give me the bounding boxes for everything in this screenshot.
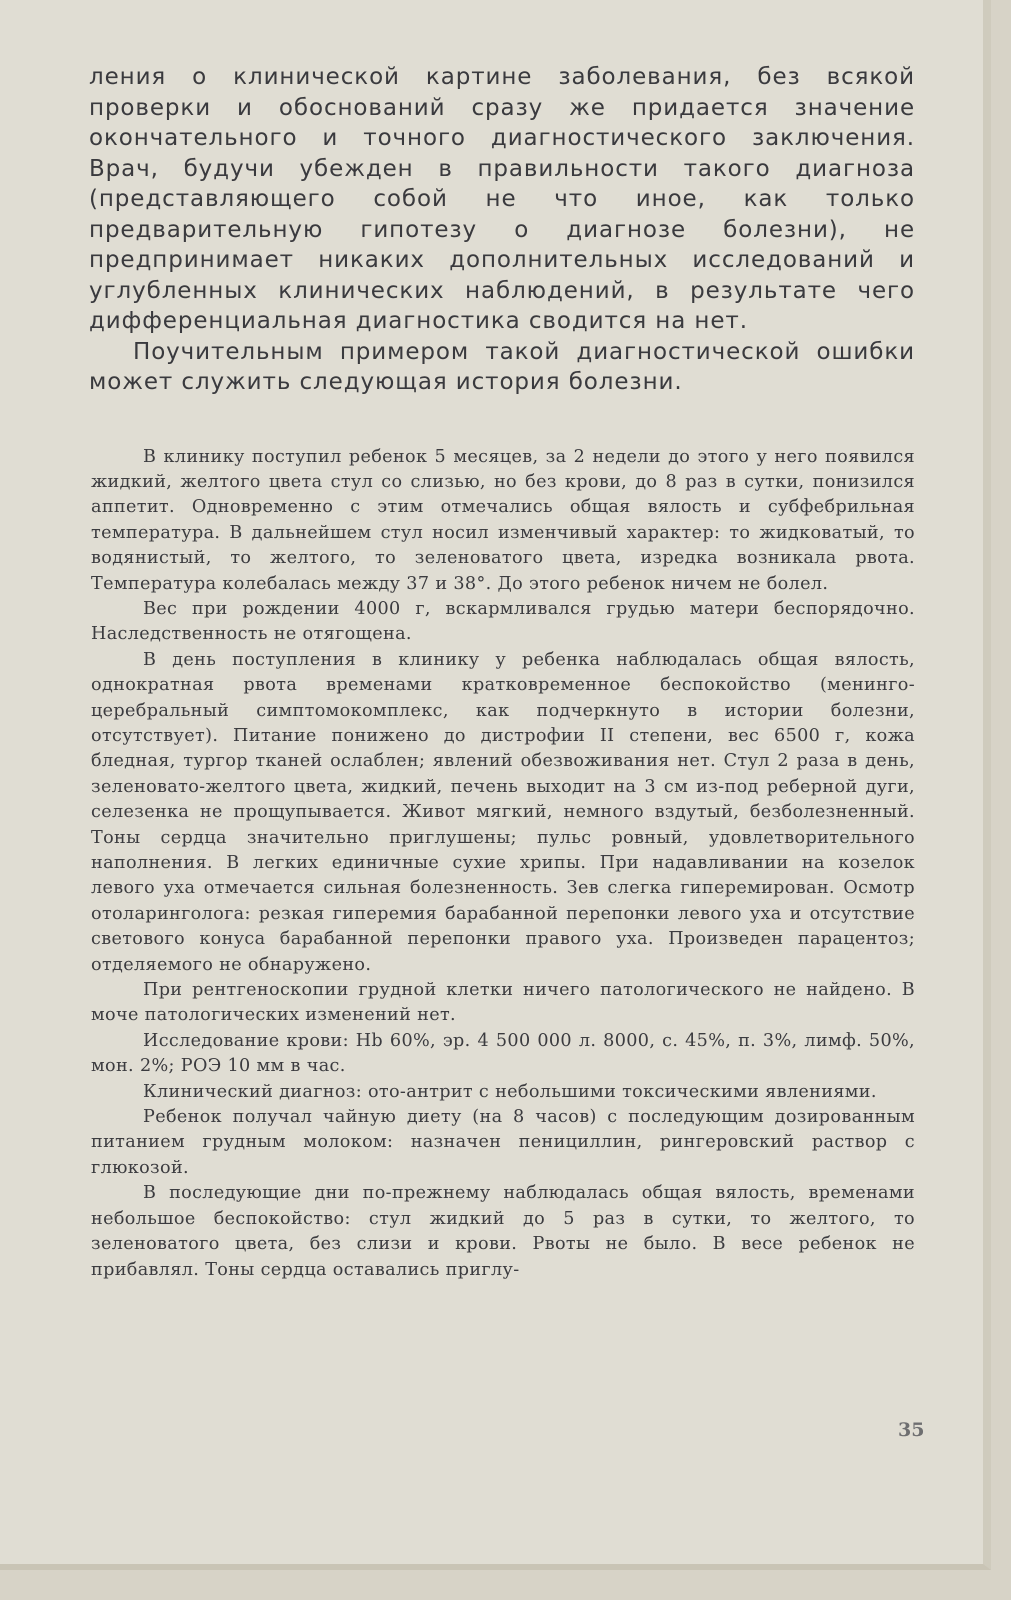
case-paragraph-2: Вес при рождении 4000 г, вскармливался грудью матери беспорядочно. Наследственность не отягощена. bbox=[91, 598, 915, 645]
case-paragraph-7: Ребенок получал чайную диету (на 8 часов) с последующим дозированным питанием грудным молоком: назначен пенициллин, рингеровский раствор с глюкозой. bbox=[91, 1107, 915, 1178]
case-paragraph-1: В клинику поступил ребенок 5 месяцев, за 2 недели до этого у него появился жидкий, желтого цвета стул со слизью, но без крови, до 8 раз в сутки, понизился аппетит. Одновременно с этим отмечались общая вялость и субфебрильная температура. В дальнейшем стул носил изменчивый характер: то жидковатый, то водянистый, то желтого, то зеленоватого цвета, изредка возникала рвота. Температура колебалась между 37 и 38°. До этого ребенок ничем не болел. bbox=[91, 446, 915, 594]
page-number: 35 bbox=[898, 1419, 925, 1441]
case-paragraph-8: В последующие дни по-прежнему наблюдалась общая вялость, временами небольшое беспокойство: стул жидкий до 5 раз в сутки, то желтого, то зеленоватого цвета, без слизи и крови. Рвоты не было. В весе ребенок не прибавлял. Тоны сердца оставались приглу- bbox=[91, 1183, 915, 1280]
lead-paragraph-1: ления о клинической картине заболевания, без всякой проверки и обоснований сразу же придается значение окончательного и точного диагностического заключения. Врач, будучи убежден в правильности такого диагноза (представляющего собой не что иное, как только предварительную гипотезу о диагнозе болезни), не предпринимает никаких дополнительных исследований и углубленных клинических наблюдений, в результате чего дифференциальная диагностика сводится на нет. bbox=[89, 64, 915, 334]
case-paragraph-4: При рентгеноскопии грудной клетки ничего патологического не найдено. В моче патологических изменений нет. bbox=[91, 980, 915, 1026]
page-content bbox=[89, 62, 915, 1283]
lead-text bbox=[89, 62, 915, 398]
case-paragraph-5: Исследование крови: Hb 60%, эр. 4 500 000 л. 8000, с. 45%, п. 3%, лимф. 50%, мон. 2%; РОЭ 10 мм в час. bbox=[91, 1030, 915, 1077]
lead-paragraph-2: Поучительным примером такой диагностической ошибки может служить следующая история болезни. bbox=[89, 338, 915, 395]
case-paragraph-3: В день поступления в клинику у ребенка наблюдалась общая вялость, однократная рвота временами кратковременное беспокойство (менинго-церебральный симптомокомплекс, как подчеркнуто в истории болезни, отсутствует). Питание понижено до дистрофии II степени, вес 6500 г, кожа бледная, тургор тканей ослаблен; явлений обезвоживания нет. Стул 2 раза в день, зеленовато-желтого цвета, жидкий, печень выходит на 3 см из-под реберной дуги, селезенка не прощупывается. Живот мягкий, немного вздутый, безболезненный. Тоны сердца значительно приглушены; пульс ровный, удовлетворительного наполнения. В легких единичные сухие хрипы. При надавливании на козелок левого уха отмечается сильная болезненность. Зев слегка гиперемирован. Осмотр отоларинголога: резкая гиперемия барабанной перепонки левого уха и отсутствие светового конуса барабанной перепонки правого уха. Произведен парацентоз; отделяемого не обнаружено. bbox=[91, 649, 915, 975]
case-history bbox=[89, 445, 915, 1283]
case-paragraph-6: Клинический диагноз: ото-антрит с небольшими токсическими явлениями. bbox=[143, 1081, 877, 1102]
